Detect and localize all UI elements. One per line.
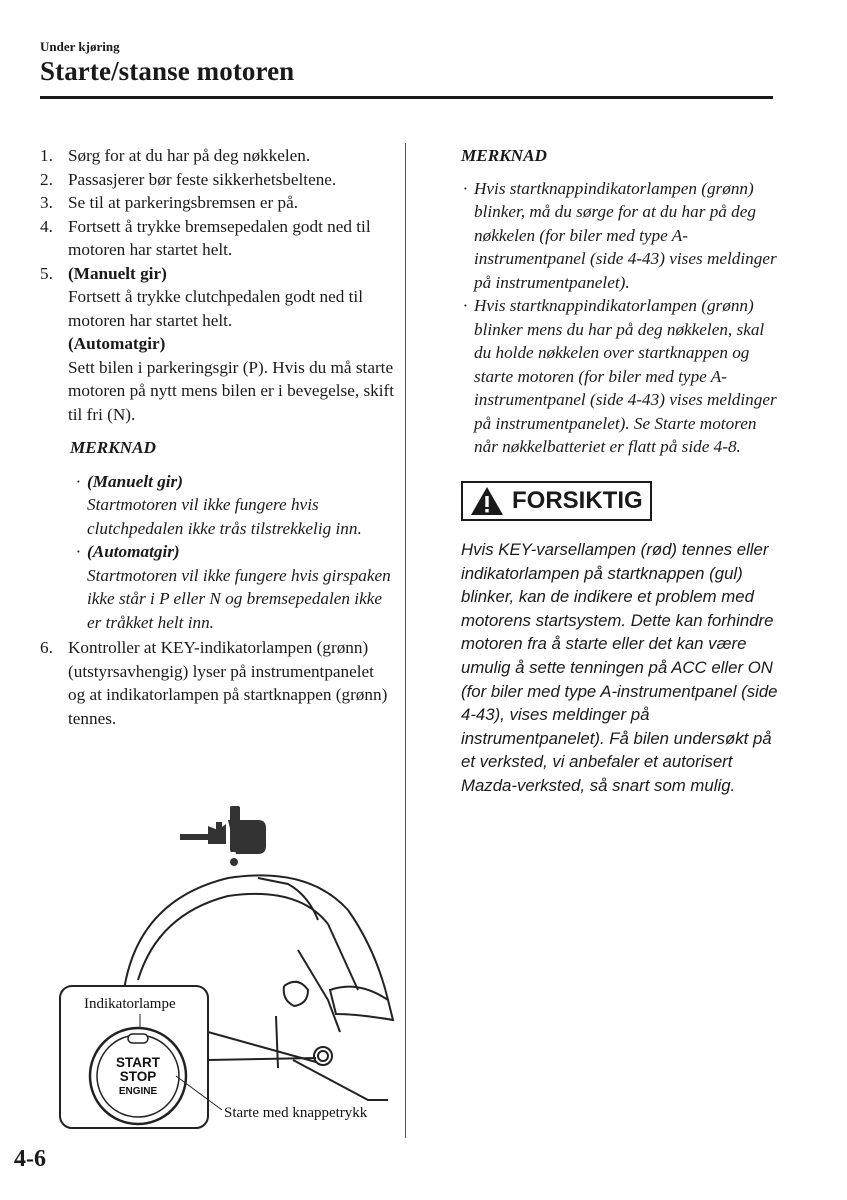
left-column	[40, 144, 395, 730]
note-bullet: · Hvis startknappindikatorlampen (grønn) blinker, må du sørge for at du har på deg nøkkelen (for biler med type A-instrumentpanel (side 4-43) vises meldinger på instrumentpanelet).	[463, 177, 781, 295]
bullet-text: Hvis startknappindikatorlampen (grønn) blinker mens du har på deg nøkkelen, skal du holde nøkkelen over startknappen og starte motoren (for biler med type A-instrumentpanel (side 4-43) vises meldinger på instrumentpanelet). Se Starte motoren når nøkkelbatteriet er flatt på side 4-8.	[474, 296, 777, 456]
section-label: Under kjøring	[40, 39, 120, 54]
note-heading: MERKNAD	[461, 146, 547, 165]
step-text: Fortsett å trykke bremsepedalen godt ned til motoren har startet helt.	[68, 216, 371, 259]
bullet-text: Startmotoren vil ikke fungere hvis girspaken ikke står i P eller N og bremsepedalen ikke er tråkket helt inn.	[87, 565, 391, 632]
automatic-gear-heading: (Automatgir)	[68, 334, 166, 353]
step-1	[40, 144, 395, 168]
warning-banner	[461, 481, 652, 521]
step-4	[40, 215, 395, 262]
note-bullet: · Hvis startknappindikatorlampen (grønn) blinker mens du har på deg nøkkelen, skal du holde nøkkelen over startknappen og starte motoren (for biler med type A-instrumentpanel (side 4-43) vises meldinger på instrumentpanelet). Se Starte motoren når nøkkelbatteriet er flatt på side 4-8.	[463, 294, 781, 459]
note-heading: MERKNAD	[70, 438, 156, 457]
step-text: Kontroller at KEY-indikatorlampen (grønn) (utstyrsavhengig) lyser på instrumentpanelet og at indikatorlampen på startknappen (grønn) tennes.	[68, 638, 388, 728]
step-number: 1.	[40, 146, 53, 165]
start-stop-button	[90, 1028, 186, 1124]
manual-gear-text: Fortsett å trykke clutchpedalen godt ned til motoren har startet helt.	[68, 287, 363, 330]
page-title: Starte/stanse motoren	[40, 56, 295, 86]
note-bullet: · (Automatgir) Startmotoren vil ikke fungere hvis girspaken ikke står i P eller N og bremsepedalen ikke er tråkket helt inn.	[76, 540, 395, 634]
automatic-gear-text: Sett bilen i parkeringsgir (P). Hvis du må starte motoren på nytt mens bilen er i bevegelse, skift til fri (N).	[68, 357, 395, 424]
bullet-heading: (Automatgir)	[87, 542, 180, 561]
manual-gear-heading: (Manuelt gir)	[68, 263, 167, 283]
key-indicator-icon	[180, 806, 266, 866]
warning-label: FORSIKTIG	[512, 486, 643, 514]
indicator-callout-label: Indikatorlampe	[84, 996, 176, 1012]
step-3	[40, 191, 395, 215]
indicator-lamp	[128, 1034, 148, 1043]
step-2	[40, 168, 395, 192]
bullet-heading: (Manuelt gir)	[87, 471, 183, 491]
step-text: Se til at parkeringsbremsen er på.	[68, 193, 299, 212]
right-column	[461, 144, 781, 798]
step-number: 3.	[40, 193, 53, 212]
bullet-text: Startmotoren vil ikke fungere hvis clutchpedalen ikke trås tilstrekkelig inn.	[87, 495, 362, 538]
step-number: 2.	[40, 169, 53, 189]
step-text: Passasjerer bør feste sikkerhetsbeltene.	[68, 169, 337, 189]
start-button-illustration	[58, 800, 398, 1135]
button-label-engine: ENGINE	[118, 1086, 158, 1097]
step-5	[40, 262, 395, 427]
column-divider	[405, 143, 406, 1138]
title-rule	[40, 96, 773, 99]
note-bullet: · (Manuelt gir) Startmotoren vil ikke fungere hvis clutchpedalen ikke trås tilstrekkelig inn.	[76, 470, 395, 541]
warning-text: Hvis KEY-varsellampen (rød) tennes eller indikatorlampen på startknappen (gul) blinker, kan de indikere et problem med motorens startsystem. Dette kan forhindre motoren fra å starte eller det kan være umulig å sette tenningen på ACC eller ON (for biler med type A-instrumentpanel (side 4-43), vises meldinger på instrumentpanelet). Få bilen undersøkt på et verksted, vi anbefaler et autorisert Mazda-verksted, så snart som mulig.	[461, 540, 778, 795]
step-number: 6.	[40, 638, 53, 657]
step-text: Sørg for at du har på deg nøkkelen.	[68, 146, 311, 165]
step-number: 5.	[40, 263, 53, 283]
step-number: 4.	[40, 216, 53, 236]
button-callout-label: Starte med knappetrykk	[224, 1105, 368, 1121]
button-label-start: START	[116, 1055, 160, 1070]
left-note	[40, 436, 395, 634]
button-label-stop: STOP	[119, 1069, 157, 1084]
bullet-text: Hvis startknappindikatorlampen (grønn) blinker, må du sørge for at du har på deg nøkkelen (for biler med type A-instrumentpanel (side 4-43) vises meldinger på instrumentpanelet).	[474, 178, 777, 292]
warning-triangle-icon	[470, 486, 504, 516]
page-number: 4-6	[14, 1146, 46, 1172]
step-6	[40, 636, 395, 730]
